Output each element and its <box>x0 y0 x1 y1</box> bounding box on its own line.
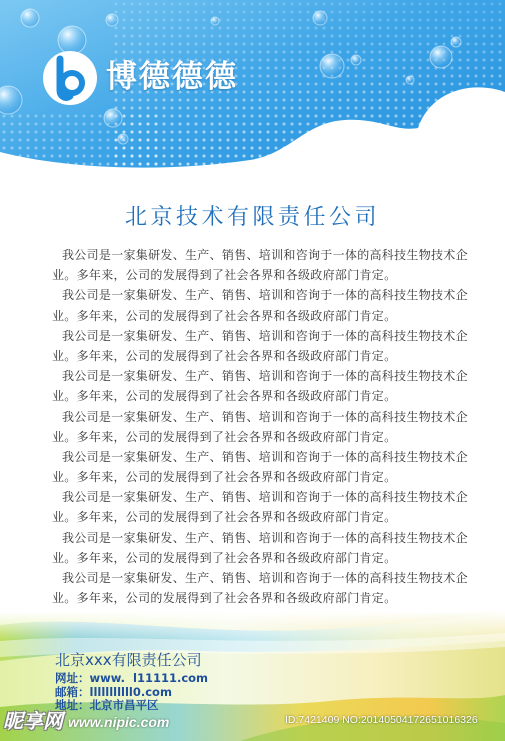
paragraph-line: 我公司是一家集研发、生产、销售、培训和咨询于一体的高科技生物技术企 <box>62 490 468 505</box>
water-droplet-icon <box>406 76 414 84</box>
page-title: 北京技术有限责任公司 <box>124 205 380 230</box>
paragraph-line: 业。多年来，公司的发展得到了社会各界和各级政府部门肯定。 <box>52 429 397 444</box>
email-line <box>55 686 208 700</box>
water-droplet-icon <box>351 55 361 65</box>
water-droplet-icon <box>21 9 39 27</box>
website-line <box>55 672 208 686</box>
watermark-site-url: www.nipic.com <box>68 714 170 730</box>
paragraph-line: 业。多年来，公司的发展得到了社会各界和各级政府部门肯定。 <box>52 591 397 606</box>
paragraph-line: 业。多年来，公司的发展得到了社会各界和各级政府部门肯定。 <box>52 470 397 485</box>
paragraph-line: 业。多年来，公司的发展得到了社会各界和各级政府部门肯定。 <box>52 389 397 404</box>
paragraph-line: 业。多年来，公司的发展得到了社会各界和各级政府部门肯定。 <box>52 268 397 283</box>
paragraph <box>52 487 477 527</box>
paragraph-line: 我公司是一家集研发、生产、销售、培训和咨询于一体的高科技生物技术企 <box>62 530 468 545</box>
brand-name: 博德德德 <box>106 59 238 95</box>
email-label: 邮箱： <box>55 684 90 699</box>
watermark-image-id: ID:7421409 NO:20140504172651016326 <box>285 714 478 726</box>
paragraph <box>52 285 477 325</box>
paragraph <box>52 568 477 608</box>
website-value: www. l11111.com <box>89 671 209 685</box>
paragraph-line: 业。多年来，公司的发展得到了社会各界和各级政府部门肯定。 <box>52 348 397 363</box>
paragraph-line: 我公司是一家集研发、生产、销售、培训和咨询于一体的高科技生物技术企 <box>62 571 468 585</box>
water-droplet-icon <box>118 134 128 144</box>
body-text <box>52 245 477 608</box>
paragraph <box>52 407 477 447</box>
water-droplet-icon <box>104 109 122 127</box>
paragraph-line: 我公司是一家集研发、生产、销售、培训和咨询于一体的高科技生物技术企 <box>62 288 468 303</box>
water-droplet-icon <box>430 46 452 68</box>
company-info <box>55 650 208 713</box>
address-label: 地址： <box>55 698 90 712</box>
paragraph <box>52 528 477 568</box>
water-droplet-icon <box>313 11 327 25</box>
water-droplet-icon <box>320 54 344 78</box>
watermark-site-name: 昵享网 <box>3 709 63 733</box>
paragraph-line: 业。多年来，公司的发展得到了社会各界和各级政府部门肯定。 <box>52 308 397 323</box>
website-label: 网址： <box>55 671 90 685</box>
brand-b-logo-icon <box>42 50 98 106</box>
water-droplet-icon <box>106 14 118 26</box>
paragraph <box>52 326 477 366</box>
company-name: 北京xxx有限责任公司 <box>55 651 202 669</box>
paragraph-line: 业。多年来，公司的发展得到了社会各界和各级政府部门肯定。 <box>52 510 397 525</box>
water-droplet-icon <box>451 37 461 47</box>
paragraph-line: 我公司是一家集研发、生产、销售、培训和咨询于一体的高科技生物技术企 <box>62 409 468 424</box>
paragraph-line: 我公司是一家集研发、生产、销售、培训和咨询于一体的高科技生物技术企 <box>62 449 468 464</box>
paragraph-line: 业。多年来，公司的发展得到了社会各界和各级政府部门肯定。 <box>52 550 397 565</box>
email-value: lllllllllll0.com <box>89 684 172 699</box>
paragraph-line: 我公司是一家集研发、生产、销售、培训和咨询于一体的高科技生物技术企 <box>62 328 468 343</box>
address-line <box>55 699 208 713</box>
paragraph <box>52 447 477 487</box>
paragraph-line: 我公司是一家集研发、生产、销售、培训和咨询于一体的高科技生物技术企 <box>62 369 468 384</box>
address-value: 北京市昌平区 <box>89 698 159 712</box>
paragraph <box>52 366 477 406</box>
water-droplet-icon <box>211 17 219 25</box>
paragraph <box>52 245 477 285</box>
paragraph-line: 我公司是一家集研发、生产、销售、培训和咨询于一体的高科技生物技术企 <box>62 248 468 262</box>
